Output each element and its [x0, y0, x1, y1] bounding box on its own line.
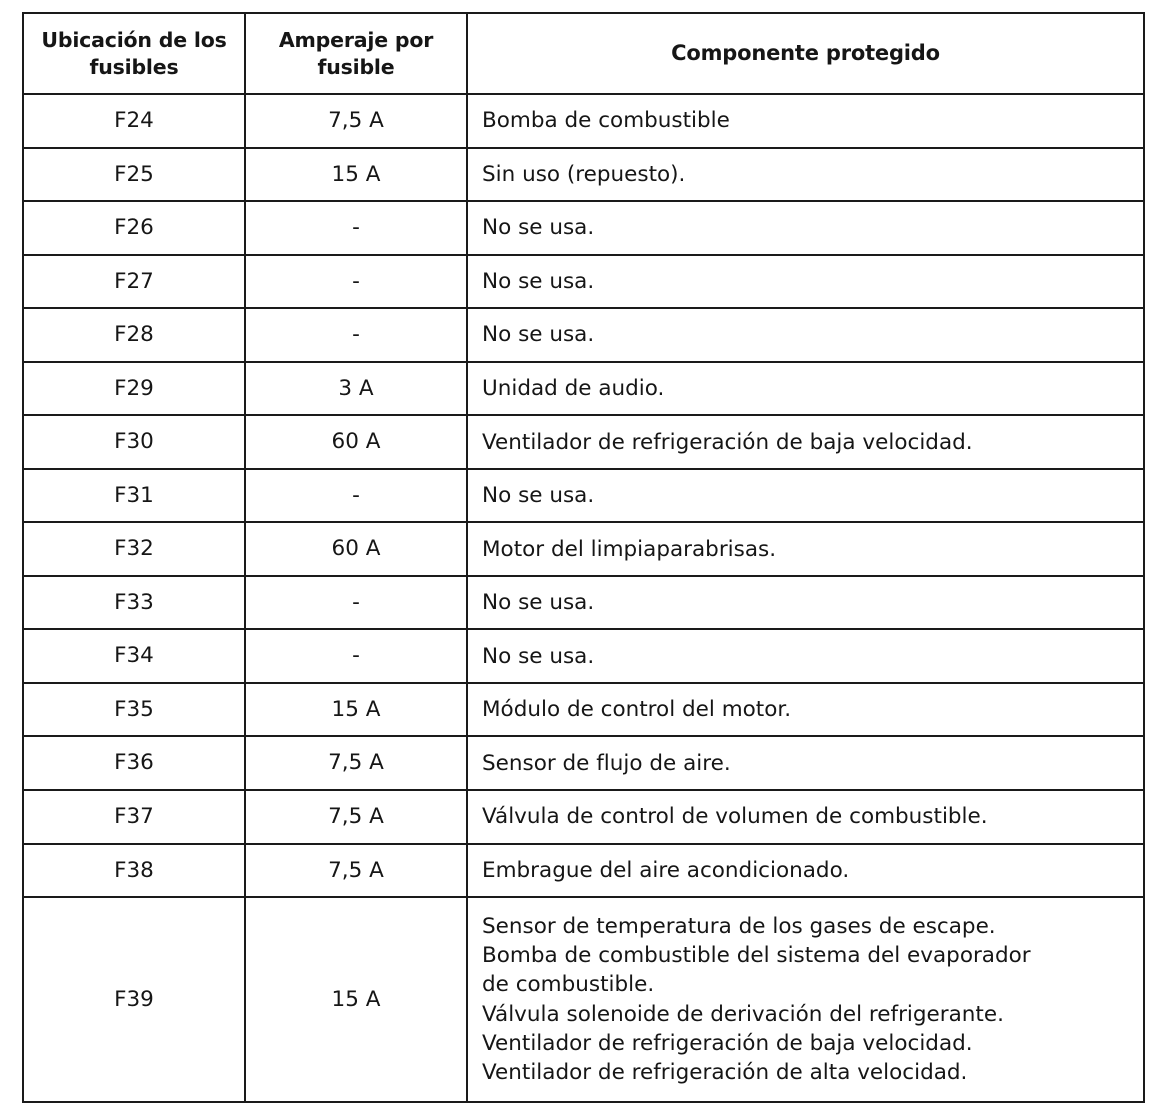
table-row: [23, 362, 1144, 416]
cell-protected-component: [467, 148, 1144, 202]
table-row: [23, 790, 1144, 844]
component-line: Sin uso (repuesto).: [482, 161, 686, 187]
component-line: Embrague del aire acondicionado.: [482, 857, 850, 883]
component-line: Sensor de temperatura de los gases de escape.: [482, 914, 996, 940]
table-row: [23, 897, 1144, 1102]
cell-fuse-amperage: 15 A: [245, 683, 467, 737]
cell-protected-component: [467, 522, 1144, 576]
table-row: [23, 683, 1144, 737]
component-line: Válvula de control de volumen de combustible.: [482, 804, 988, 830]
cell-protected-component: [467, 362, 1144, 416]
component-line: No se usa.: [482, 215, 595, 241]
component-line: Módulo de control del motor.: [482, 697, 792, 723]
cell-fuse-amperage: -: [245, 255, 467, 309]
table-row: [23, 844, 1144, 898]
component-line: Motor del limpiaparabrisas.: [482, 536, 777, 562]
table-row: [23, 736, 1144, 790]
component-line: No se usa.: [482, 643, 595, 669]
component-line: Unidad de audio.: [482, 376, 665, 401]
table-row: [23, 522, 1144, 576]
component-line: de combustible.: [482, 972, 655, 998]
cell-protected-component: [467, 255, 1144, 309]
cell-fuse-amperage: 7,5 A: [245, 94, 467, 148]
table-header: [23, 13, 1144, 94]
cell-fuse-location: F30: [23, 415, 245, 469]
cell-fuse-location: F36: [23, 736, 245, 790]
cell-fuse-amperage: 3 A: [245, 362, 467, 416]
component-line: No se usa.: [482, 322, 595, 348]
table-row: [23, 255, 1144, 309]
column-header-component: Componente protegido: [467, 13, 1144, 94]
column-header-amperage: Amperaje por fusible: [245, 13, 467, 94]
table-row: [23, 201, 1144, 255]
column-header-location: Ubicación de los fusibles: [23, 13, 245, 94]
cell-protected-component: [467, 576, 1144, 630]
cell-protected-component: [467, 308, 1144, 362]
cell-protected-component: [467, 844, 1144, 898]
table-body: [23, 94, 1144, 1102]
cell-fuse-amperage: -: [245, 576, 467, 630]
cell-fuse-location: F29: [23, 362, 245, 416]
table-row: [23, 94, 1144, 148]
cell-fuse-location: F31: [23, 469, 245, 523]
cell-fuse-amperage: -: [245, 469, 467, 523]
component-line: Sensor de flujo de aire.: [482, 750, 731, 776]
cell-protected-component: [467, 629, 1144, 683]
cell-fuse-location: F28: [23, 308, 245, 362]
table-header-row: [23, 13, 1144, 94]
component-line: No se usa.: [482, 590, 595, 616]
cell-protected-component: [467, 94, 1144, 148]
cell-fuse-location: F33: [23, 576, 245, 630]
cell-fuse-amperage: 7,5 A: [245, 736, 467, 790]
component-line: Bomba de combustible: [482, 108, 730, 134]
cell-fuse-location: F39: [23, 897, 245, 1102]
table-row: [23, 415, 1144, 469]
component-line: Ventilador de refrigeración de baja velocidad.: [482, 1030, 973, 1056]
component-line: Ventilador de refrigeración de alta velocidad.: [482, 1060, 968, 1086]
cell-fuse-location: F35: [23, 683, 245, 737]
cell-fuse-location: F34: [23, 629, 245, 683]
cell-fuse-amperage: 60 A: [245, 415, 467, 469]
cell-protected-component: [467, 736, 1144, 790]
component-line: No se usa.: [482, 483, 595, 509]
table-row: [23, 469, 1144, 523]
component-line: No se usa.: [482, 268, 595, 294]
cell-fuse-amperage: -: [245, 629, 467, 683]
cell-fuse-location: F25: [23, 148, 245, 202]
table-row: [23, 629, 1144, 683]
cell-protected-component: [467, 415, 1144, 469]
table-row: [23, 308, 1144, 362]
cell-protected-component: [467, 790, 1144, 844]
component-line: Bomba de combustible del sistema del evaporador: [482, 943, 1031, 969]
cell-fuse-amperage: 7,5 A: [245, 844, 467, 898]
table-row: [23, 576, 1144, 630]
cell-protected-component: [467, 201, 1144, 255]
cell-fuse-location: F32: [23, 522, 245, 576]
component-line: Ventilador de refrigeración de baja velocidad.: [482, 429, 973, 455]
fuse-box-table: [22, 12, 1145, 1103]
cell-fuse-amperage: -: [245, 201, 467, 255]
cell-fuse-location: F37: [23, 790, 245, 844]
cell-fuse-location: F38: [23, 844, 245, 898]
cell-fuse-amperage: 7,5 A: [245, 790, 467, 844]
cell-fuse-amperage: 15 A: [245, 148, 467, 202]
cell-protected-component: [467, 683, 1144, 737]
cell-protected-component: [467, 469, 1144, 523]
cell-fuse-location: F24: [23, 94, 245, 148]
cell-fuse-amperage: -: [245, 308, 467, 362]
component-line: Válvula solenoide de derivación del refrigerante.: [482, 1001, 1004, 1027]
cell-fuse-amperage: 60 A: [245, 522, 467, 576]
table-row: [23, 148, 1144, 202]
cell-fuse-location: F26: [23, 201, 245, 255]
cell-protected-component: [467, 897, 1144, 1102]
cell-fuse-location: F27: [23, 255, 245, 309]
cell-fuse-amperage: 15 A: [245, 897, 467, 1102]
